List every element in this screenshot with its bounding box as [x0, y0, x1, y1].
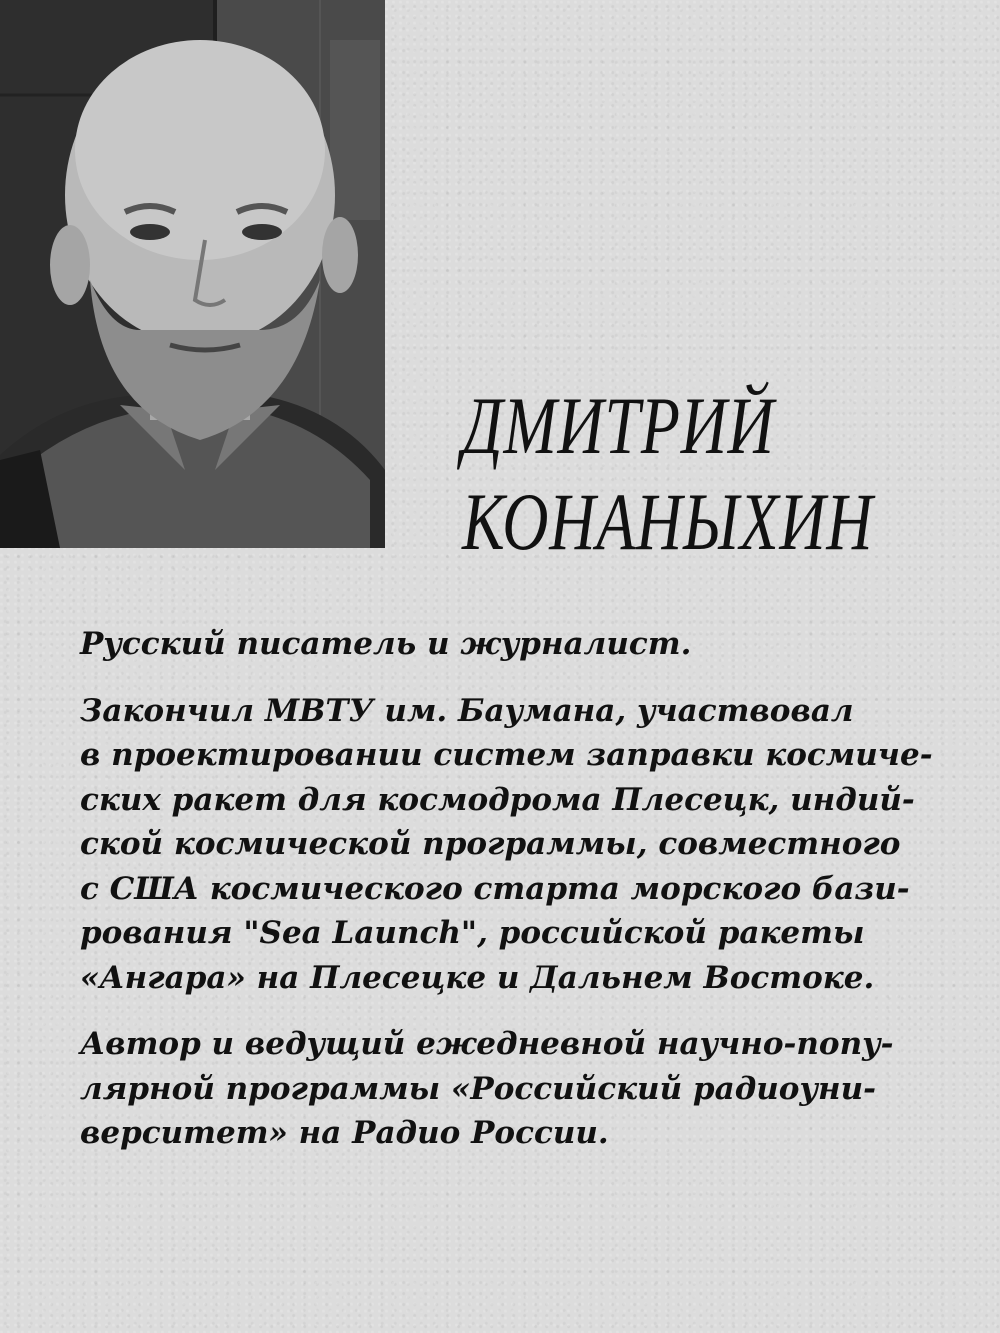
portrait-illustration — [0, 0, 385, 548]
bio-paragraph — [80, 689, 950, 1001]
author-name — [462, 378, 874, 570]
bio-line: Автор и ведущий ежедневной научно-попу- — [80, 1026, 894, 1062]
bio-line: лярной программы «Российский радиоуни- — [80, 1070, 877, 1107]
bio-line: Закончил МВТУ им. Баумана, участвовал — [80, 692, 854, 729]
bio-line: ских ракет для космодрома Плесецк, индий- — [80, 781, 915, 818]
author-photo — [0, 0, 385, 548]
author-first-name: ДМИТРИЙ — [462, 380, 775, 471]
bio-line: в проектировании систем заправки космиче- — [80, 737, 933, 773]
bio-line: «Ангара» на Плесецке и Дальнем Востоке. — [80, 959, 875, 996]
author-last-name: КОНАНЫХИН — [462, 476, 874, 567]
bio-paragraph — [80, 1022, 950, 1156]
bio-line: Русский писатель и журналист. — [80, 626, 692, 662]
bio-line: рования "Sea Launch", российской ракеты — [80, 915, 865, 951]
bio-paragraph — [80, 622, 950, 667]
bio-line: с США космического старта морского бази- — [80, 870, 910, 907]
author-bio — [80, 622, 950, 1178]
bio-line: верситет» на Радио России. — [80, 1115, 609, 1151]
bio-line: ской космической программы, совместного — [80, 826, 901, 862]
